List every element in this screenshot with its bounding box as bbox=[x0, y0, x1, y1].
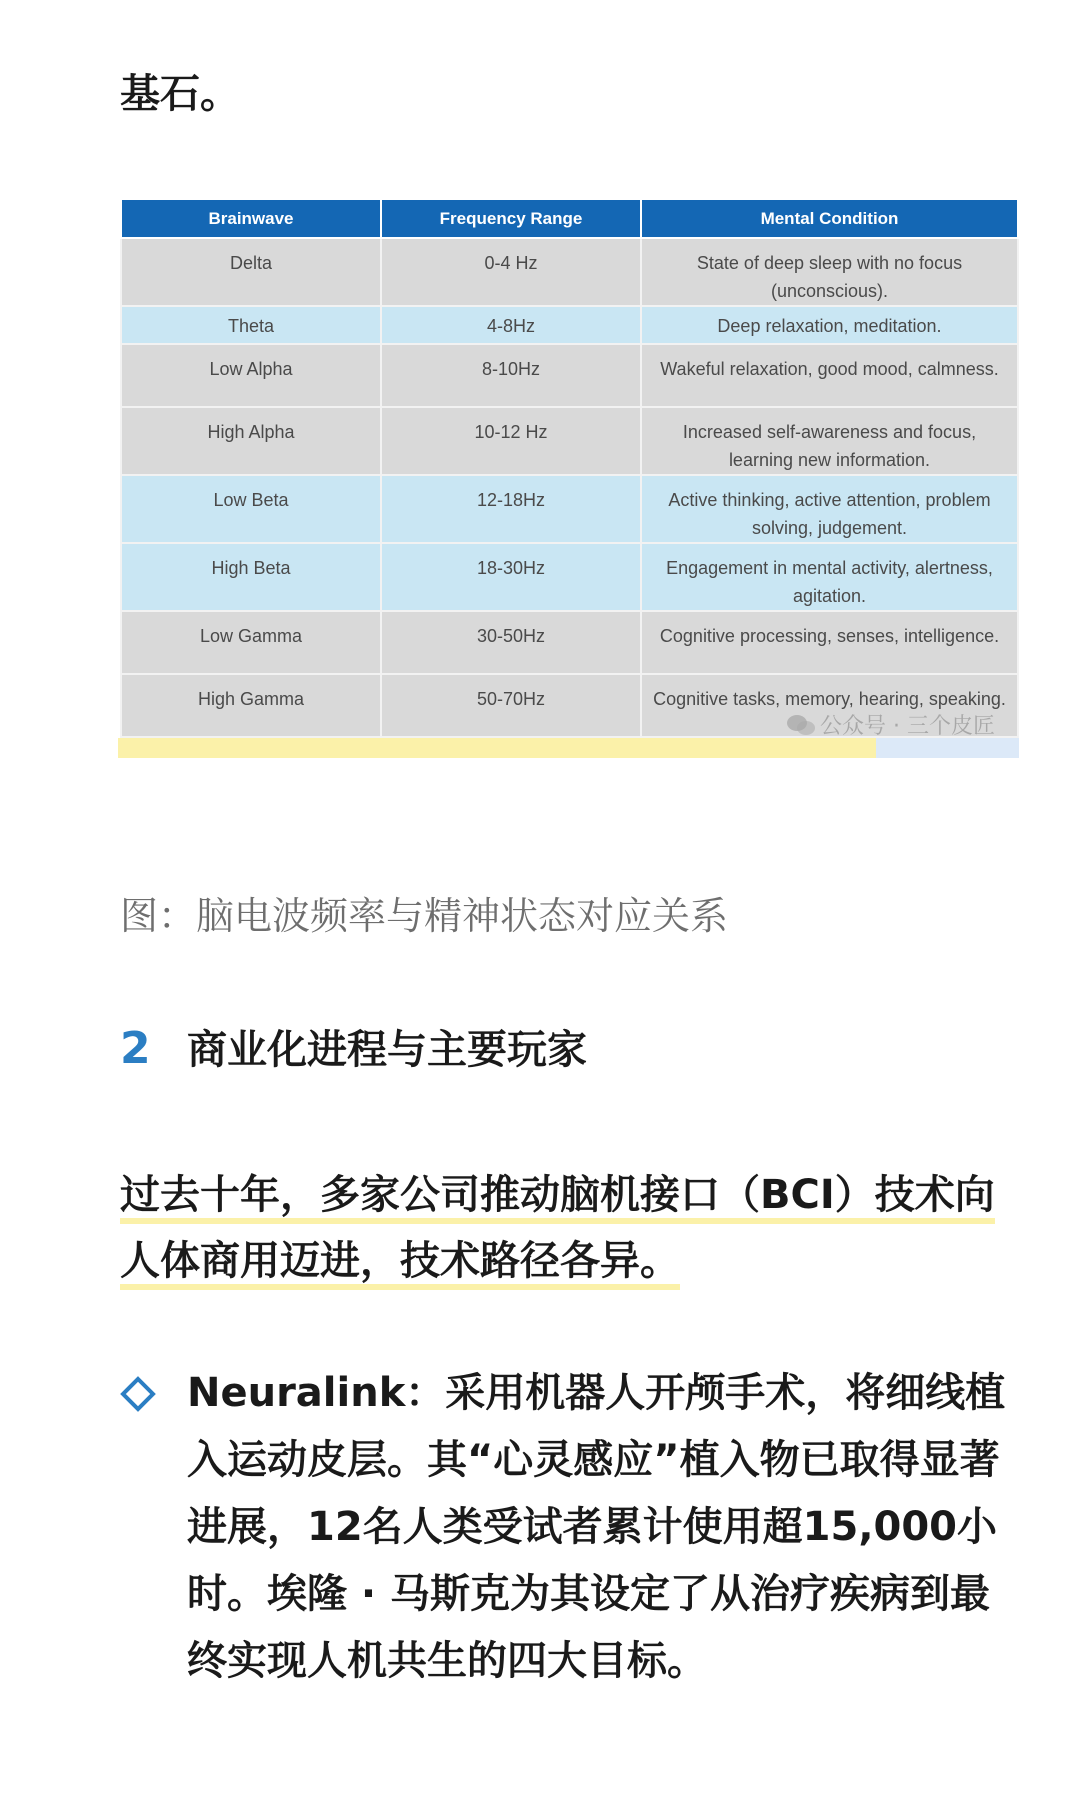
cell-mental-condition: Cognitive tasks, memory, hearing, speaking. bbox=[641, 674, 1018, 737]
highlight-line-2: 人体商用迈进，技术路径各异。 bbox=[120, 1238, 680, 1290]
cell-brainwave: Theta bbox=[121, 306, 381, 344]
section-heading bbox=[120, 1018, 587, 1075]
cell-mental-condition: Deep relaxation, meditation. bbox=[641, 306, 1018, 344]
figure-bar-blue bbox=[876, 738, 1019, 758]
cell-brainwave: Low Alpha bbox=[121, 344, 381, 407]
table-row bbox=[121, 407, 1018, 475]
highlighted-paragraph bbox=[120, 1162, 1020, 1294]
cell-mental-condition: Wakeful relaxation, good mood, calmness. bbox=[641, 344, 1018, 407]
cell-frequency-range: 50-70Hz bbox=[381, 674, 641, 737]
cell-brainwave: High Beta bbox=[121, 543, 381, 611]
figure-bottom-bar bbox=[118, 738, 1019, 758]
header-mental-condition: Mental Condition bbox=[641, 199, 1018, 238]
header-frequency-range: Frequency Range bbox=[381, 199, 641, 238]
section-title: 商业化进程与主要玩家 bbox=[187, 1027, 587, 1073]
table-row bbox=[121, 344, 1018, 407]
cell-frequency-range: 18-30Hz bbox=[381, 543, 641, 611]
cell-frequency-range: 0-4 Hz bbox=[381, 238, 641, 306]
cell-frequency-range: 4-8Hz bbox=[381, 306, 641, 344]
brainwave-table-figure bbox=[120, 198, 1017, 758]
table-header-row bbox=[121, 199, 1018, 238]
preceding-text-fragment: 基石。 bbox=[120, 71, 240, 117]
table-row bbox=[121, 611, 1018, 674]
watermark bbox=[786, 709, 995, 740]
cell-mental-condition: Increased self-awareness and focus, learning new information. bbox=[641, 407, 1018, 475]
section-number: 2 bbox=[120, 1023, 151, 1074]
cell-mental-condition: Engagement in mental activity, alertness, agitation. bbox=[641, 543, 1018, 611]
table-row bbox=[121, 306, 1018, 344]
cell-brainwave: Low Beta bbox=[121, 475, 381, 543]
header-brainwave: Brainwave bbox=[121, 199, 381, 238]
cell-mental-condition: Cognitive processing, senses, intelligence. bbox=[641, 611, 1018, 674]
bullet-text: Neuralink：采用机器人开颅手术，将细线植入运动皮层。其“心灵感应”植入物已取得显著进展，12名人类受试者累计使用超15,000小时。埃隆 · 马斯克为其设定了从治疗疾病到最终实现人机共生的四大目标。 bbox=[187, 1370, 1006, 1684]
figure-caption: 图：脑电波频率与精神状态对应关系 bbox=[120, 894, 729, 938]
cell-mental-condition: Active thinking, active attention, problem solving, judgement. bbox=[641, 475, 1018, 543]
cell-brainwave: Low Gamma bbox=[121, 611, 381, 674]
cell-brainwave: High Alpha bbox=[121, 407, 381, 475]
cell-frequency-range: 10-12 Hz bbox=[381, 407, 641, 475]
highlight-line-1: 过去十年，多家公司推动脑机接口（BCI）技术向 bbox=[120, 1172, 995, 1224]
bullet-item-neuralink bbox=[120, 1360, 1020, 1695]
table-row bbox=[121, 238, 1018, 306]
figure-bar-yellow bbox=[118, 738, 876, 758]
cell-brainwave: High Gamma bbox=[121, 674, 381, 737]
wechat-icon bbox=[786, 714, 816, 736]
cell-frequency-range: 8-10Hz bbox=[381, 344, 641, 407]
cell-frequency-range: 12-18Hz bbox=[381, 475, 641, 543]
table-row bbox=[121, 543, 1018, 611]
brainwave-table bbox=[120, 198, 1019, 738]
cell-brainwave: Delta bbox=[121, 238, 381, 306]
cell-mental-condition: State of deep sleep with no focus (unconscious). bbox=[641, 238, 1018, 306]
watermark-text: 公众号 · 三个皮匠 bbox=[820, 714, 995, 739]
diamond-outline-icon bbox=[120, 1360, 187, 1695]
cell-frequency-range: 30-50Hz bbox=[381, 611, 641, 674]
table-row bbox=[121, 475, 1018, 543]
